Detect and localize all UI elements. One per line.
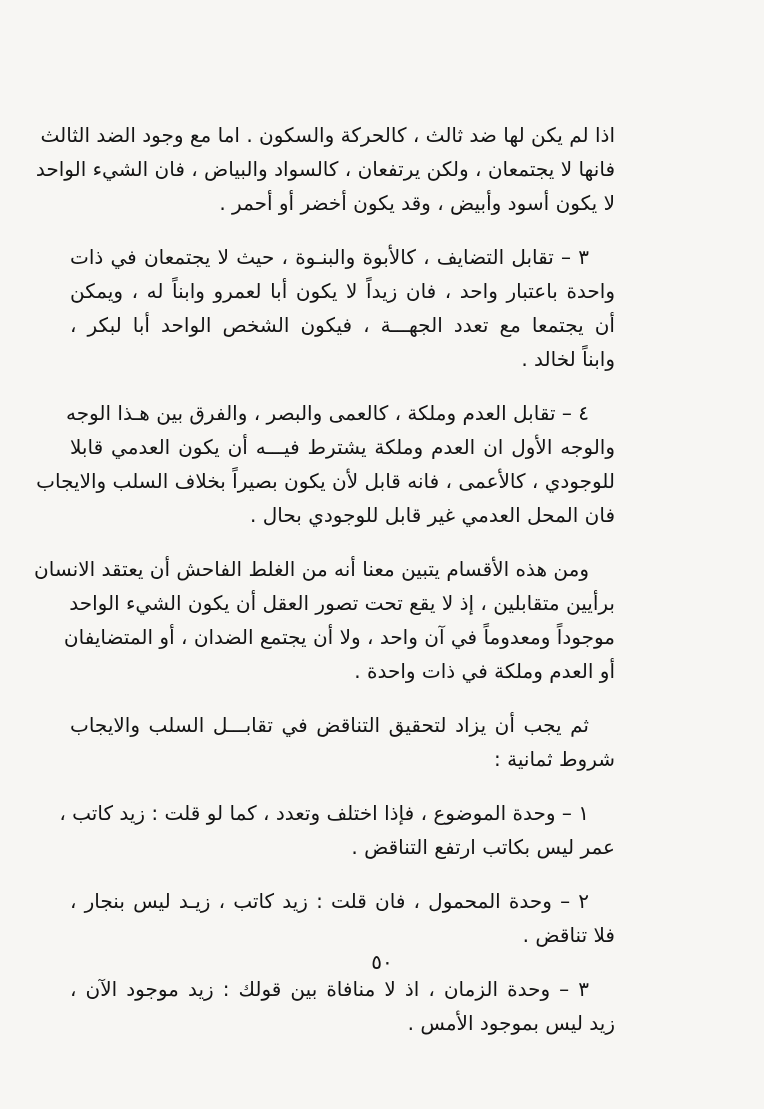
text-line: ١ – وحدة الموضوع ، فإذا اختلف وتعدد ، كما لو قلت : زيد كاتب ،	[59, 801, 589, 825]
text-line: شروط ثمانية :	[494, 747, 615, 771]
paragraph	[70, 972, 615, 1040]
text-line: فانها لا يجتمعان ، ولكن يرتفعان ، كالسواد والبياض ، فان الشيء الواحد	[35, 157, 615, 181]
text-line: موجوداً ومعدوماً في آن واحد ، ولا أن يجتمع الضدان ، أو المتضايفان	[63, 625, 615, 649]
document-body	[34, 118, 615, 1078]
text-line: ومن هذه الأقسام يتبين معنا أنه من الغلط الفاحش أن يعتقد الانسان	[34, 557, 589, 581]
paragraph	[35, 118, 615, 220]
text-line: زيد ليس بموجود الأمس .	[407, 1011, 615, 1035]
text-line: ٤ – تقابل العدم وملكة ، كالعمى والبصر ، والفرق بين هـذا الوجه	[65, 401, 589, 425]
text-line: لا يكون أسود وأبيض ، وقد يكون أخضر أو أحمر .	[219, 191, 615, 215]
paragraph	[36, 396, 615, 532]
text-line: وابناً لخالد .	[521, 347, 615, 371]
text-line: واحدة باعتبار واحد ، فان زيداً لا يكون أبا لعمرو وابناً له ، ويمكن	[70, 279, 615, 303]
text-line: فلا تناقض .	[522, 923, 615, 947]
paragraph	[59, 796, 615, 864]
text-line: أو العدم وملكة في ذات واحدة .	[354, 659, 615, 683]
text-line: ثم يجب أن يزاد لتحقيق التناقض في تقابـــل السلب والايجاب	[70, 713, 589, 737]
text-line: ٢ – وحدة المحمول ، فان قلت : زيد كاتب ، زيـد ليس بنجار ،	[70, 889, 589, 913]
paragraph	[70, 708, 615, 776]
text-line: برأيين متقابلين ، إذ لا يقع تحت تصور العقل أن يكون الشيء الواحد	[69, 591, 615, 615]
text-line: والوجه الأول ان العدم وملكة يشترط فيـــه أن يكون العدمي قابلا	[70, 435, 615, 459]
text-line: ٣ – وحدة الزمان ، اذ لا منافاة بين قولك : زيد موجود الآن ،	[70, 977, 589, 1001]
text-line: عمر ليس بكاتب ارتفع التناقض .	[351, 835, 615, 859]
page-number: ٥٠	[371, 950, 393, 974]
text-line: للوجودي ، كالأعمى ، فانه قابل لأن يكون بصيراً بخلاف السلب والايجاب	[36, 469, 615, 493]
paragraph	[34, 552, 615, 688]
text-line: اذا لم يكن لها ضد ثالث ، كالحركة والسكون . اما مع وجود الضد الثالث	[40, 123, 615, 147]
paragraph	[70, 884, 615, 952]
text-line: أن يجتمعا مع تعدد الجهـــة ، فيكون الشخص الواحد أبا لبكر ،	[70, 313, 615, 337]
text-line: فان المحل العدمي غير قابل للوجودي بحال .	[250, 503, 615, 527]
paragraph	[70, 240, 615, 376]
text-line: ٣ – تقابل التضايف ، كالأبوة والبنـوة ، حيث لا يجتمعان في ذات	[70, 245, 589, 269]
